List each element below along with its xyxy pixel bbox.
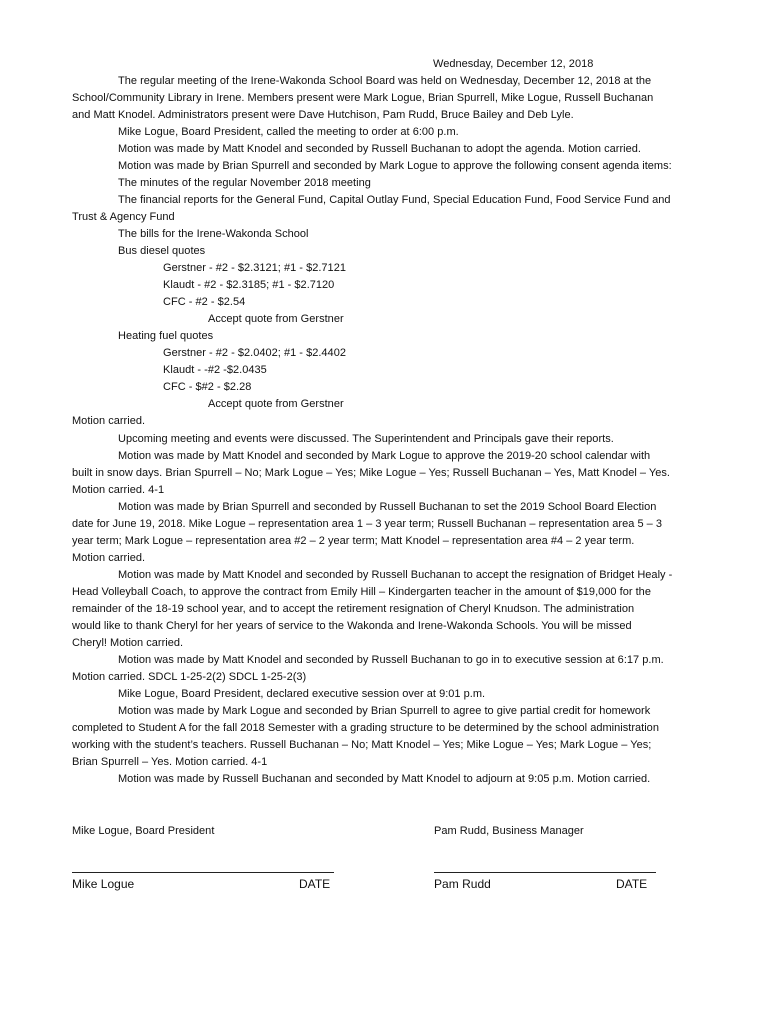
paragraph-line: year term; Mark Logue – representation area #2 – 2 year term; Matt Knodel – representation area #4 – 2 year term. — [72, 535, 635, 547]
meeting-date: Wednesday, December 12, 2018 — [433, 58, 594, 70]
consent-item: The minutes of the regular November 2018 meeting — [118, 177, 371, 189]
paragraph-line: The regular meeting of the Irene-Wakonda School Board was held on Wednesday, December 12, 2018 at the — [118, 75, 652, 87]
paragraph-line: Motion was made by Matt Knodel and seconded by Russell Buchanan to go in to executive session at 6:17 p.m. — [118, 654, 664, 666]
quote-decision: Accept quote from Gerstner — [208, 313, 344, 325]
quote-item: CFC - #2 - $2.54 — [163, 296, 246, 308]
paragraph-line: and Matt Knodel. Administrators present were Dave Hutchison, Pam Rudd, Bruce Bailey and Deb Lyle. — [72, 109, 574, 121]
paragraph-line: Head Volleyball Coach, to approve the contract from Emily Hill – Kindergarten teacher in the amount of $19,000 for the — [72, 586, 651, 598]
paragraph-line: Motion was made by Brian Spurrell and seconded by Mark Logue to approve the following consent agenda items: — [118, 160, 672, 172]
paragraph-line: date for June 19, 2018. Mike Logue – representation area 1 – 3 year term; Russell Buchanan – representation area 5 – 3 — [72, 518, 663, 530]
quote-item: CFC - $#2 - $2.28 — [163, 381, 252, 393]
consent-item: Heating fuel quotes — [118, 330, 214, 342]
paragraph-line: Motion was made by Matt Knodel and seconded by Russell Buchanan to accept the resignation of Bridget Healy - — [118, 569, 673, 581]
paragraph-line: would like to thank Cheryl for her years of service to the Wakonda and Irene-Wakonda Schools. You will be missed — [72, 620, 632, 632]
left-signer-name: Mike Logue — [72, 877, 135, 891]
right-date-label: DATE — [616, 877, 648, 891]
paragraph-line: Mike Logue, Board President, called the meeting to order at 6:00 p.m. — [118, 126, 459, 138]
paragraph-line: Motion was made by Mark Logue and seconded by Brian Spurrell to agree to give partial credit for homework — [118, 705, 651, 717]
consent-item: The financial reports for the General Fund, Capital Outlay Fund, Special Education Fund, Food Service Fund and — [118, 194, 671, 206]
paragraph-line: Motion was made by Matt Knodel and seconded by Mark Logue to approve the 2019-20 school calendar with — [118, 450, 651, 462]
paragraph-line: Motion was made by Brian Spurrell and seconded by Russell Buchanan to set the 2019 School Board Election — [118, 501, 657, 513]
paragraph-line: Motion was made by Russell Buchanan and seconded by Matt Knodel to adjourn at 9:05 p.m. Motion carried. — [118, 773, 651, 785]
left-signer-title: Mike Logue, Board President — [72, 825, 215, 837]
paragraph-line: Motion carried. SDCL 1-25-2(2) SDCL 1-25-2(3) — [72, 671, 307, 683]
paragraph-line: built in snow days. Brian Spurrell – No; Mark Logue – Yes; Mike Logue – Yes; Russell Buchanan – Yes, Matt Knodel – Yes. — [72, 467, 670, 479]
paragraph-line: Mike Logue, Board President, declared executive session over at 9:01 p.m. — [118, 688, 486, 700]
right-signature-line — [434, 872, 656, 873]
right-signer-name: Pam Rudd — [434, 877, 491, 891]
quote-decision: Accept quote from Gerstner — [208, 398, 344, 410]
consent-item: The bills for the Irene-Wakonda School — [118, 228, 309, 240]
paragraph-line: Motion carried. 4-1 — [72, 484, 165, 496]
paragraph-line: remainder of the 18-19 school year, and to accept the retirement resignation of Cheryl Knudson. The administration — [72, 603, 635, 615]
paragraph-line: Brian Spurrell – Yes. Motion carried. 4-1 — [72, 756, 268, 768]
quote-item: Klaudt - #2 - $2.3185; #1 - $2.7120 — [163, 279, 335, 291]
paragraph-line: School/Community Library in Irene. Members present were Mark Logue, Brian Spurrell, Mike Logue, Russell Buchanan — [72, 92, 654, 104]
quote-item: Gerstner - #2 - $2.3121; #1 - $2.7121 — [163, 262, 346, 274]
paragraph-line: Motion carried. — [72, 552, 146, 564]
consent-item: Trust & Agency Fund — [72, 211, 175, 223]
paragraph-line: working with the student’s teachers. Russell Buchanan – No; Matt Knodel – Yes; Mike Logue – Yes; Mark Logue – Yes; — [72, 739, 652, 751]
consent-item: Bus diesel quotes — [118, 245, 206, 257]
quote-item: Gerstner - #2 - $2.0402; #1 - $2.4402 — [163, 347, 346, 359]
right-signer-title: Pam Rudd, Business Manager — [434, 825, 584, 837]
paragraph-line: Motion was made by Matt Knodel and seconded by Russell Buchanan to adopt the agenda. Motion carried. — [118, 143, 641, 155]
paragraph-line: Upcoming meeting and events were discussed. The Superintendent and Principals gave their reports. — [118, 433, 614, 445]
quote-item: Klaudt - -#2 -$2.0435 — [163, 364, 267, 376]
left-date-label: DATE — [299, 877, 331, 891]
paragraph-line: Cheryl! Motion carried. — [72, 637, 184, 649]
paragraph-line: Motion carried. — [72, 415, 146, 427]
paragraph-line: completed to Student A for the fall 2018 Semester with a grading structure to be determined by the school administration — [72, 722, 659, 734]
left-signature-line — [72, 872, 334, 873]
